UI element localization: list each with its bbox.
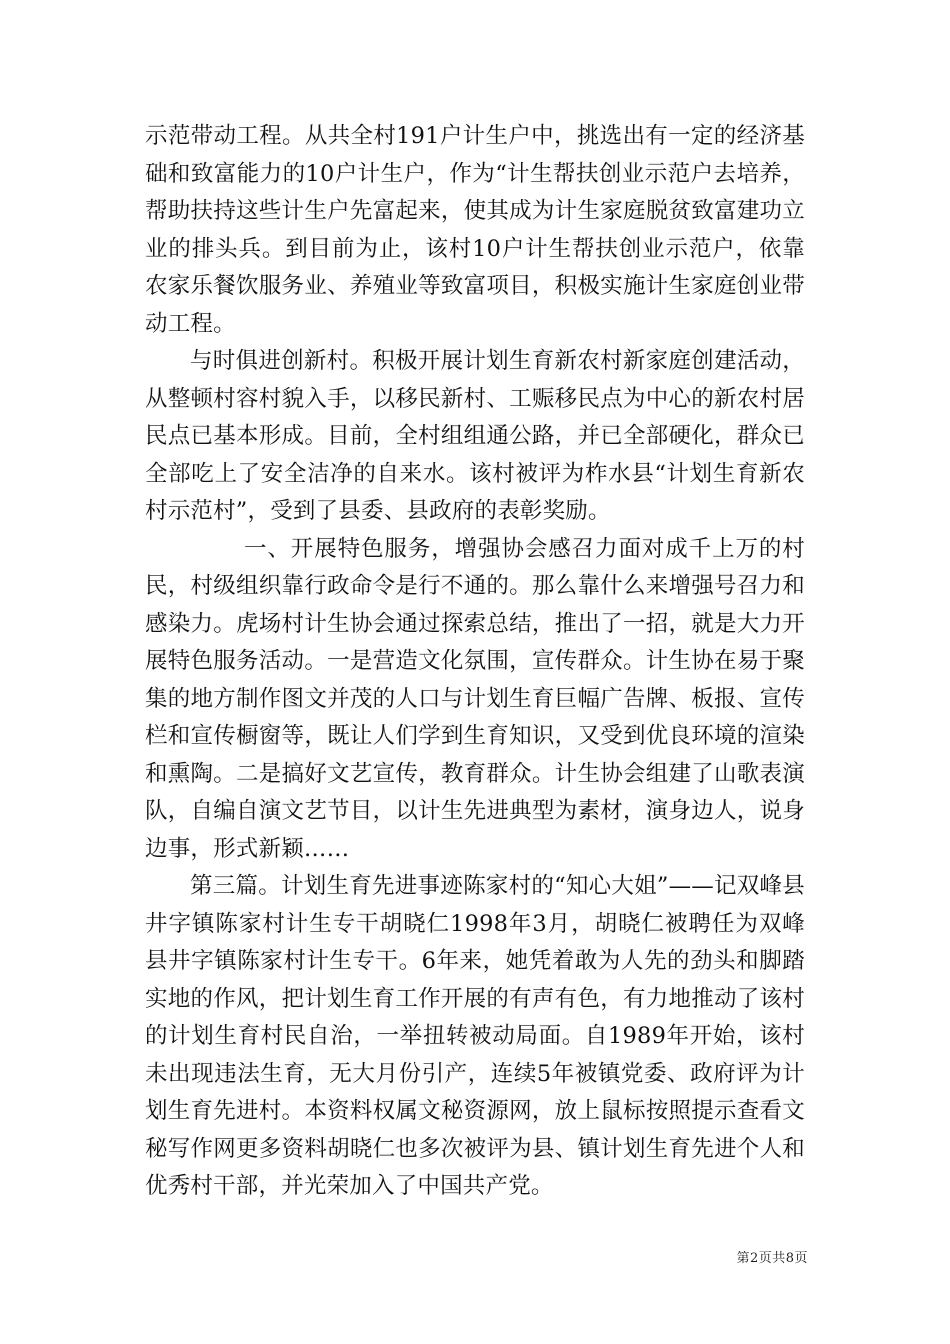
paragraph-new-village: 与时俱进创新村。积极开展计划生育新农村新家庭创建活动，从整顿村容村貌入手，以移民新村、工赈移民点为中心的新农村居民点已基本形成。目前，全村组组通公路，并已全部硬化，群众已全部吃上了安全洁净的自来水。该村被评为柞水县“计划生育新农村示范村”，受到了县委、县政府的表彰奖励。 — [145, 348, 805, 524]
paragraph-demonstration-project: 示范带动工程。从共全村191户计生户中，挑选出有一定的经济基础和致富能力的10户计生户，作为“计生帮扶创业示范户去培养，帮助扶持这些计生户先富起来，使其成为计生家庭脱贫致富建功立业的排头兵。到目前为止，该村10户计生帮扶创业示范户，依靠农家乐餐饮服务业、养殖业等致富项目，积极实施计生家庭创业带动工程。 — [145, 123, 805, 337]
paragraph-special-services: 一、开展特色服务，增强协会感召力面对成千上万的村民，村级组织靠行政命令是行不通的。那么靠什么来增强号召力和感染力。虎场村计生协会通过探索总结，推出了一招，就是大力开展特色服务活动。一是营造文化氛围，宣传群众。计生协在易于聚集的地方制作图文并茂的人口与计划生育巨幅广告牌、板报、宣传栏和宣传橱窗等，既让人们学到生育知识，又受到优良环境的渲染和熏陶。二是搞好文艺宣传，教育群众。计生协会组建了山歌表演队，自编自演文艺节目，以计生先进典型为素材，演身边人，说身边事，形式新颖…… — [145, 535, 805, 862]
paragraph-third-article: 第三篇。计划生育先进事迹陈家村的“知心大姐”——记双峰县井字镇陈家村计生专干胡晓仁1998年3月，胡晓仁被聘任为双峰县井字镇陈家村计生专干。6年来，她凭着敢为人先的劲头和脚踏实地的作风，把计划生育工作开展的有声有色，有力地推动了该村的计划生育村民自治，一举扭转被动局面。自1989年开始，该村未出现违法生育，无大月份引产，连续5年被镇党委、政府评为计划生育先进村。本资料权属文秘资源网，放上鼠标按照提示查看文秘写作网更多资料胡晓仁也多次被评为县、镇计划生育先进个人和优秀村干部，并光荣加入了中国共产党。 — [145, 873, 805, 1199]
page-number-footer: 第2页共8页 — [736, 1251, 808, 1266]
document-body — [145, 118, 805, 1206]
